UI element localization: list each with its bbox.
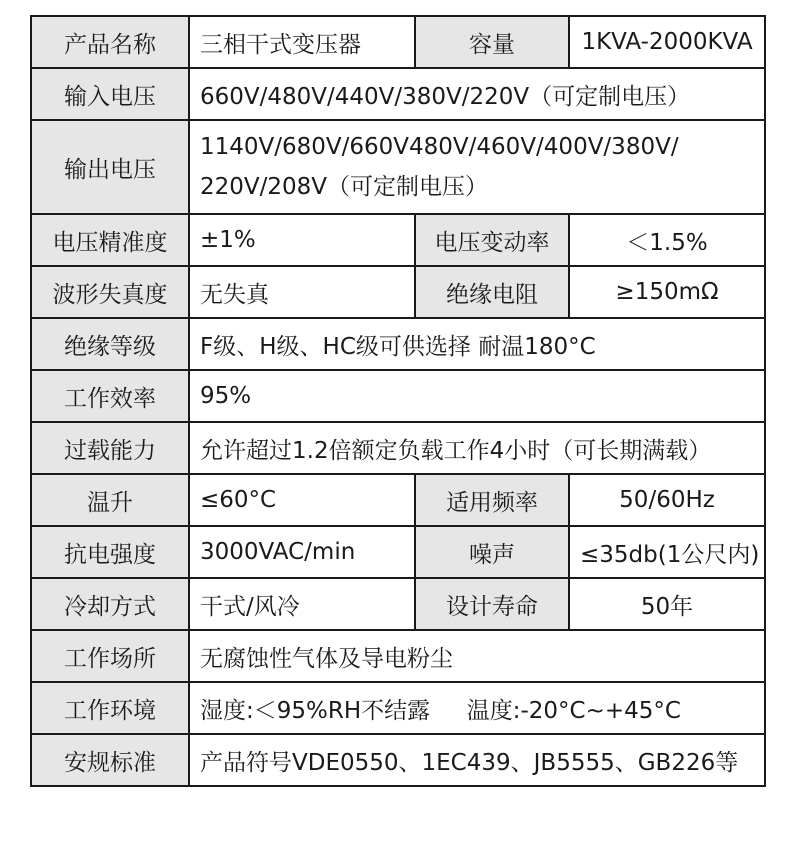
row-input-voltage xyxy=(31,68,765,120)
value-workplace: 无腐蚀性气体及导电粉尘 xyxy=(189,630,765,682)
value-input-voltage: 660V/480V/440V/380V/220V（可定制电压） xyxy=(189,68,765,120)
row-output-voltage xyxy=(31,120,765,214)
label-design-life: 设计寿命 xyxy=(415,578,569,630)
value-voltage-regulation: ＜1.5% xyxy=(569,214,765,266)
value-insulation-class: F级、H级、HC级可供选择 耐温180°C xyxy=(189,318,765,370)
row-voltage-precision xyxy=(31,214,765,266)
label-standards: 安规标准 xyxy=(31,734,189,786)
label-cooling: 冷却方式 xyxy=(31,578,189,630)
value-product-name: 三相干式变压器 xyxy=(189,16,415,68)
label-output-voltage: 输出电压 xyxy=(31,120,189,214)
value-temp-rise: ≤60°C xyxy=(189,474,415,526)
row-waveform-distortion xyxy=(31,266,765,318)
value-output-voltage-line2: 220V/208V（可定制电压） xyxy=(200,174,489,200)
row-temp-rise xyxy=(31,474,765,526)
value-efficiency: 95% xyxy=(189,370,765,422)
value-waveform-distortion: 无失真 xyxy=(189,266,415,318)
label-insulation-resistance: 绝缘电阻 xyxy=(415,266,569,318)
value-overload: 允许超过1.2倍额定负载工作4小时（可长期满载） xyxy=(189,422,765,474)
label-overload: 过载能力 xyxy=(31,422,189,474)
row-insulation-class xyxy=(31,318,765,370)
value-cooling: 干式/风冷 xyxy=(189,578,415,630)
label-temp-rise: 温升 xyxy=(31,474,189,526)
row-standards xyxy=(31,734,765,786)
value-output-voltage xyxy=(189,120,765,214)
label-waveform-distortion: 波形失真度 xyxy=(31,266,189,318)
label-workplace: 工作场所 xyxy=(31,630,189,682)
value-frequency: 50/60Hz xyxy=(569,474,765,526)
value-capacity: 1KVA-2000KVA xyxy=(569,16,765,68)
spec-table xyxy=(30,15,766,787)
row-workplace xyxy=(31,630,765,682)
value-environment: 湿度:＜95%RH不结露 温度:-20°C~+45°C xyxy=(189,682,765,734)
value-insulation-resistance: ≥150mΩ xyxy=(569,266,765,318)
label-voltage-precision: 电压精准度 xyxy=(31,214,189,266)
value-design-life: 50年 xyxy=(569,578,765,630)
label-product-name: 产品名称 xyxy=(31,16,189,68)
row-overload xyxy=(31,422,765,474)
row-dielectric xyxy=(31,526,765,578)
value-voltage-precision: ±1% xyxy=(189,214,415,266)
label-efficiency: 工作效率 xyxy=(31,370,189,422)
row-efficiency xyxy=(31,370,765,422)
label-input-voltage: 输入电压 xyxy=(31,68,189,120)
label-insulation-class: 绝缘等级 xyxy=(31,318,189,370)
value-standards: 产品符号VDE0550、1EC439、JB5555、GB226等 xyxy=(189,734,765,786)
label-environment: 工作环境 xyxy=(31,682,189,734)
label-voltage-regulation: 电压变动率 xyxy=(415,214,569,266)
row-cooling xyxy=(31,578,765,630)
value-dielectric: 3000VAC/min xyxy=(189,526,415,578)
row-environment xyxy=(31,682,765,734)
label-frequency: 适用频率 xyxy=(415,474,569,526)
label-capacity: 容量 xyxy=(415,16,569,68)
value-output-voltage-line1: 1140V/680V/660V480V/460V/400V/380V/ xyxy=(200,134,679,160)
label-dielectric: 抗电强度 xyxy=(31,526,189,578)
row-product-name xyxy=(31,16,765,68)
value-noise: ≤35db(1公尺内) xyxy=(569,526,765,578)
label-noise: 噪声 xyxy=(415,526,569,578)
